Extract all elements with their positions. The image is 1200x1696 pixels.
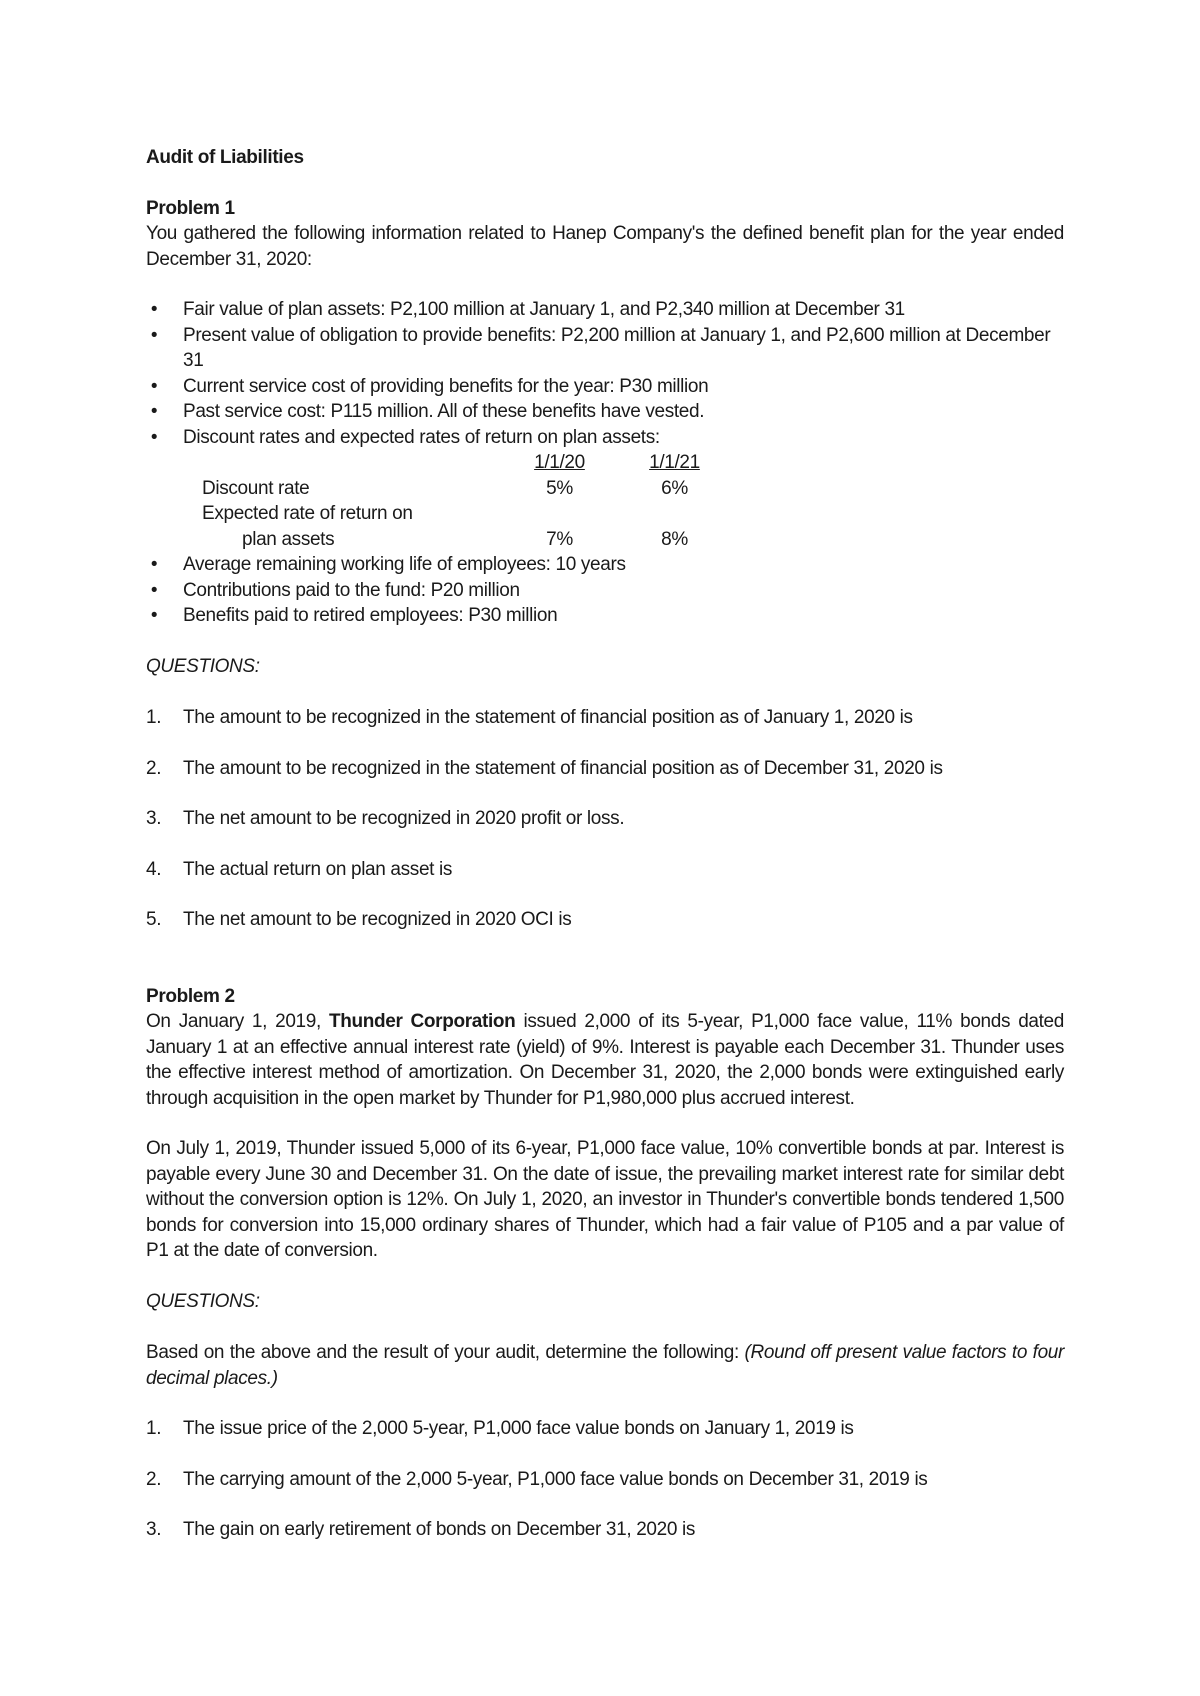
question-item: 1. The amount to be recognized in the statement of financial position as of January 1, 2020 is [146, 707, 913, 728]
question-item: 1. The issue price of the 2,000 5-year, P1,000 face value bonds on January 1, 2019 is [146, 1418, 854, 1439]
problem-2-section [146, 984, 1064, 1543]
table-cell: 8% [661, 528, 688, 550]
bullet-icon: • [150, 554, 158, 575]
list-item: • Average remaining working life of employees: 10 years [146, 552, 1064, 578]
problem-2-paragraph-2: On July 1, 2019, Thunder issued 5,000 of its 6-year, P1,000 face value, 10% convertible bonds at par. Interest is payable every June 30 and December 31. On the date of issue, the prevailing market interest rate for similar debt without the conversion option is 12%. On July 1, 2020, an investor in Thunder's convertible bonds tendered 1,500 bonds for conversion into 15,000 ordinary shares of Thunder, which had a fair value of P105 and a par value of P1 at the date of conversion. [146, 1138, 1064, 1261]
table-row [202, 476, 732, 502]
question-item: 2. The amount to be recognized in the statement of financial position as of December 31, 2020 is [146, 757, 943, 779]
table-cell: 6% [661, 477, 688, 499]
problem-1-section [146, 196, 1064, 933]
problem-1-facts-list [146, 297, 1064, 450]
section-spacer [146, 958, 1064, 984]
table-cell: 5% [546, 477, 573, 499]
bullet-icon: • [150, 579, 158, 601]
problem-1-questions [146, 705, 1064, 933]
problem-2-heading: Problem 2 [146, 985, 235, 1007]
column-header: 1/1/21 [649, 452, 700, 473]
bullet-icon: • [150, 324, 158, 346]
bullet-icon: • [150, 375, 158, 397]
column-header: 1/1/20 [534, 452, 585, 473]
list-item: • Benefits paid to retired employees: P30 million [146, 603, 1064, 629]
row-label: plan assets [242, 528, 335, 550]
problem-2-questions-label: QUESTIONS: [146, 1290, 260, 1312]
list-item: • Current service cost of providing benefits for the year: P30 million [146, 374, 1064, 400]
bullet-icon: • [150, 426, 158, 448]
bullet-icon: • [150, 299, 158, 320]
list-item: • Present value of obligation to provide benefits: P2,200 million at January 1, and P2,600 million at December 31 [146, 323, 1064, 374]
question-item: 3. The gain on early retirement of bonds on December 31, 2020 is [146, 1519, 696, 1540]
table-cell: 7% [546, 528, 573, 550]
table-row [202, 527, 732, 553]
problem-2-paragraph-1: On January 1, 2019, Thunder Corporation issued 2,000 of its 5-year, P1,000 face value, 11% bonds dated January 1 at an effective annual interest rate (yield) of 9%. Interest is payable each December 31. Thunder uses the effective interest method of amortization. On December 31, 2020, the 2,000 bonds were extinguished early through acquisition in the open market by Thunder for P1,980,000 plus accrued interest. [146, 1011, 1064, 1109]
problem-1-facts-list-continued [146, 552, 1064, 629]
problem-2-instruction: Based on the above and the result of your audit, determine the following: (Round off present value factors to four decimal places.) [146, 1342, 1065, 1389]
bullet-icon: • [150, 605, 158, 626]
document-title: Audit of Liabilities [146, 147, 304, 168]
problem-1-intro: You gathered the following information related to Hanep Company's the defined benefit plan for the year ended December 31, 2020: [146, 223, 1064, 270]
list-item: • Fair value of plan assets: P2,100 million at January 1, and P2,340 million at December 31 [146, 297, 1064, 323]
table-row [202, 450, 732, 476]
problem-1-heading: Problem 1 [146, 197, 235, 219]
list-item: • Discount rates and expected rates of return on plan assets: [146, 425, 1064, 451]
list-item: • Past service cost: P115 million. All of these benefits have vested. [146, 399, 1064, 425]
question-item: 4. The actual return on plan asset is [146, 858, 453, 880]
problem-2-questions [146, 1416, 1064, 1543]
bullet-icon: • [150, 401, 158, 422]
rates-table [202, 450, 732, 552]
problem-1-questions-label: QUESTIONS: [146, 655, 260, 677]
row-label: Discount rate [202, 477, 310, 499]
question-item: 5. The net amount to be recognized in 2020 OCI is [146, 909, 572, 930]
question-item: 2. The carrying amount of the 2,000 5-year, P1,000 face value bonds on December 31, 2019 is [146, 1468, 928, 1490]
company-name: Thunder Corporation [328, 1011, 516, 1032]
table-row [202, 501, 732, 527]
row-label: Expected rate of return on [202, 503, 413, 524]
question-item: 3. The net amount to be recognized in 2020 profit or loss. [146, 808, 625, 829]
list-item: • Contributions paid to the fund: P20 million [146, 578, 1064, 604]
